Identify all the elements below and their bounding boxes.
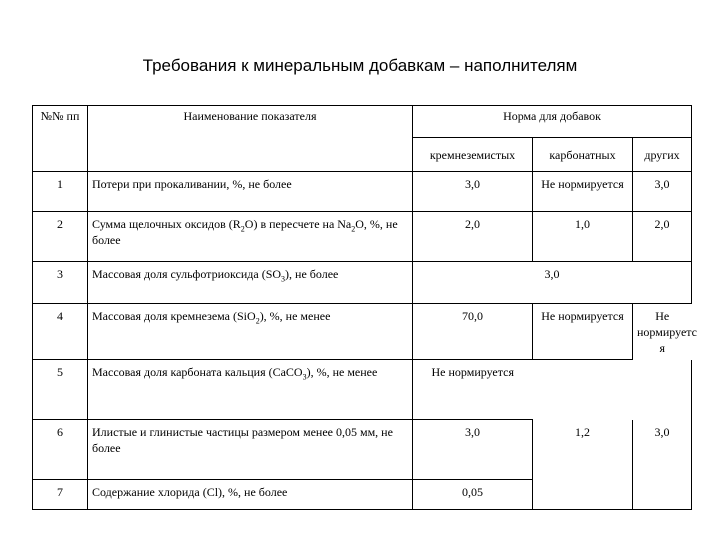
row-other-empty (633, 480, 692, 510)
row-name-part: Массовая доля сульфотриоксида (SO (92, 267, 282, 281)
row-name (88, 360, 413, 420)
row-number: 5 (33, 360, 88, 420)
row-name-part: ), не более (285, 267, 339, 281)
row-carbonate-empty (533, 480, 633, 510)
row-number: 1 (33, 172, 88, 212)
row-other: 2,0 (633, 212, 692, 262)
row-name (88, 304, 413, 360)
row-name: Илистые и глинистые частицы размером менее 0,05 мм, не более (88, 420, 413, 480)
row-silica: 70,0 (413, 304, 533, 360)
header-norm: Норма для добавок (413, 106, 692, 138)
table-row (33, 480, 692, 510)
row-number: 2 (33, 212, 88, 262)
row-name-part: O, %, не более (92, 217, 398, 247)
row-number: 3 (33, 262, 88, 304)
row-name-subscript: 3 (302, 372, 307, 382)
row-name-part: Сумма щелочных оксидов (R (92, 217, 241, 231)
table-row (33, 420, 692, 480)
row-name: Содержание хлорида (Cl), %, не более (88, 480, 413, 510)
row-name (88, 212, 413, 262)
row-name-part: O) в пересчете на Na (244, 217, 352, 231)
row-silica: 0,05 (413, 480, 533, 510)
table-row (33, 262, 692, 304)
row-name-part: Массовая доля кремнезема (SiO (92, 309, 256, 323)
row-merged-norm: 3,0 (413, 262, 692, 304)
header-number: №№ пп (33, 106, 88, 172)
table-header-row (33, 106, 692, 138)
row-carbonate-empty (533, 360, 633, 420)
page-title: Требования к минеральным добавкам – наполнителям (142, 56, 578, 75)
row-other: Не нормируетс я (633, 304, 692, 360)
row-carbonate: 1,2 (533, 420, 633, 480)
row-number: 7 (33, 480, 88, 510)
row-name-part: ), %, не менее (259, 309, 331, 323)
row-name-part: Массовая доля карбоната кальция (CaCO (92, 365, 303, 379)
row-number: 6 (33, 420, 88, 480)
row-name-subscript: 3 (281, 274, 286, 284)
row-name-part: ), %, не менее (306, 365, 378, 379)
row-carbonate: Не нормируется (533, 172, 633, 212)
row-silica: 3,0 (413, 172, 533, 212)
row-silica: 3,0 (413, 420, 533, 480)
table-row (33, 172, 692, 212)
table-row (33, 304, 692, 360)
row-name-subscript: 2 (255, 316, 260, 326)
row-other: 3,0 (633, 172, 692, 212)
row-other-empty (633, 360, 692, 420)
header-indicator-name: Наименование показателя (88, 106, 413, 172)
header-carbonate: карбонатных (533, 138, 633, 172)
row-silica: Не нормируется (413, 360, 533, 420)
row-number: 4 (33, 304, 88, 360)
row-carbonate: 1,0 (533, 212, 633, 262)
row-name: Потери при прокаливании, %, не более (88, 172, 413, 212)
header-other: других (633, 138, 692, 172)
row-name-subscript: 2 (351, 224, 356, 234)
requirements-table (32, 105, 697, 510)
row-name (88, 262, 413, 304)
row-silica: 2,0 (413, 212, 533, 262)
header-silica: кремнеземистых (413, 138, 533, 172)
table-row (33, 360, 692, 420)
row-name-subscript: 2 (240, 224, 245, 234)
table-row (33, 212, 692, 262)
row-other: 3,0 (633, 420, 692, 480)
row-carbonate: Не нормируется (533, 304, 633, 360)
